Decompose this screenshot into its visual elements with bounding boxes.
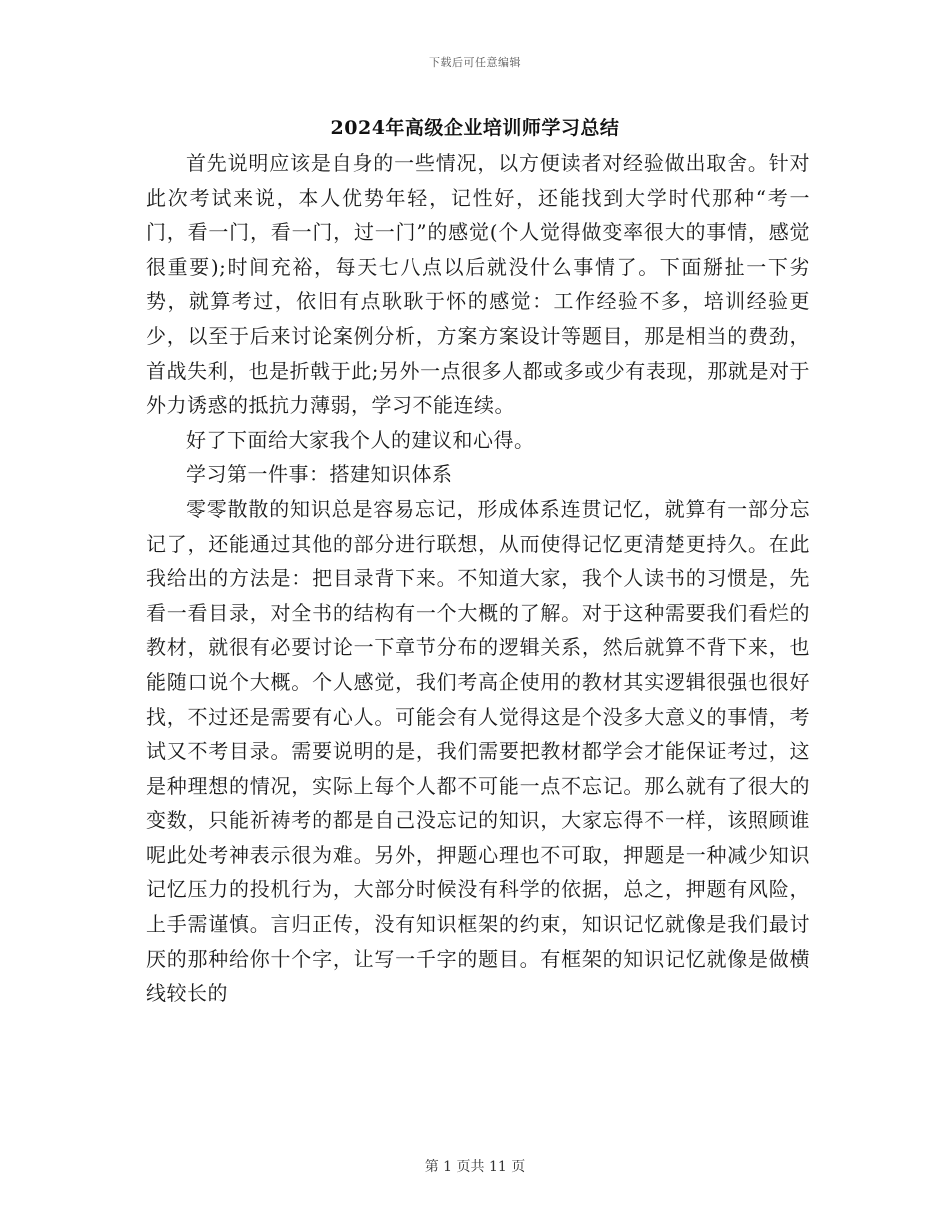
header-note: 下载后可任意编辑: [429, 56, 521, 69]
document-title: 2024年高级企业培训师学习总结: [330, 117, 620, 139]
section-heading-first-task: 学习第一件事：搭建知识体系: [186, 462, 453, 487]
document-body: [146, 146, 810, 1011]
paragraph-knowledge-system: 零零散散的知识总是容易忘记，形成体系连贯记忆，就算有一部分忘记了，还能通过其他的部分进行联想，从而使得记忆更清楚更持久。在此我给出的方法是：把目录背下来。不知道大家，我个人读书的习惯是，先看一看目录，对全书的结构有一个大概的了解。对于这种需要我们看烂的教材，就很有必要讨论一下章节分布的逻辑关系，然后就算不背下来，也能随口说个大概。个人感觉，我们考高企使用的教材其实逻辑很强也很好找，不过还是需要有心人。可能会有人觉得这是个没多大意义的事情，考试又不考目录。需要说明的是，我们需要把教材都学会才能保证考过，这是种理想的情况，实际上每个人都不可能一点不忘记。那么就有了很大的变数，只能祈祷考的都是自己没忘记的知识，大家忘得不一样，该照顾谁呢此处考神表示很为难。另外，押题心理也不可取，押题是一种减少知识记忆压力的投机行为，大部分时候没有科学的依据，总之，押题有风险，上手需谨慎。言归正传，没有知识框架的约束，知识记忆就像是我们最讨厌的那种给你十个字，让写一千字的题目。有框架的知识记忆就像是做横线较长的: [146, 496, 810, 1006]
page-number: 第 1 页共 11 页: [424, 1159, 526, 1175]
paragraph-intro: 首先说明应该是自身的一些情况，以方便读者对经验做出取舍。针对此次考试来说，本人优势年轻，记性好，还能找到大学时代那种“考一门，看一门，看一门，过一门”的感觉(个人觉得做变率很大的事情，感觉很重要);时间充裕，每天七八点以后就没什么事情了。下面掰扯一下劣势，就算考过，依旧有点耿耿于怀的感觉：工作经验不多，培训经验更少，以至于后来讨论案例分析，方案方案设计等题目，那是相当的费劲，首战失利，也是折戟于此;另外一点很多人都或多或少有表现，那就是对于外力诱惑的抵抗力薄弱，学习不能连续。: [146, 151, 810, 418]
paragraph-advice-lead: 好了下面给大家我个人的建议和心得。: [186, 427, 535, 452]
